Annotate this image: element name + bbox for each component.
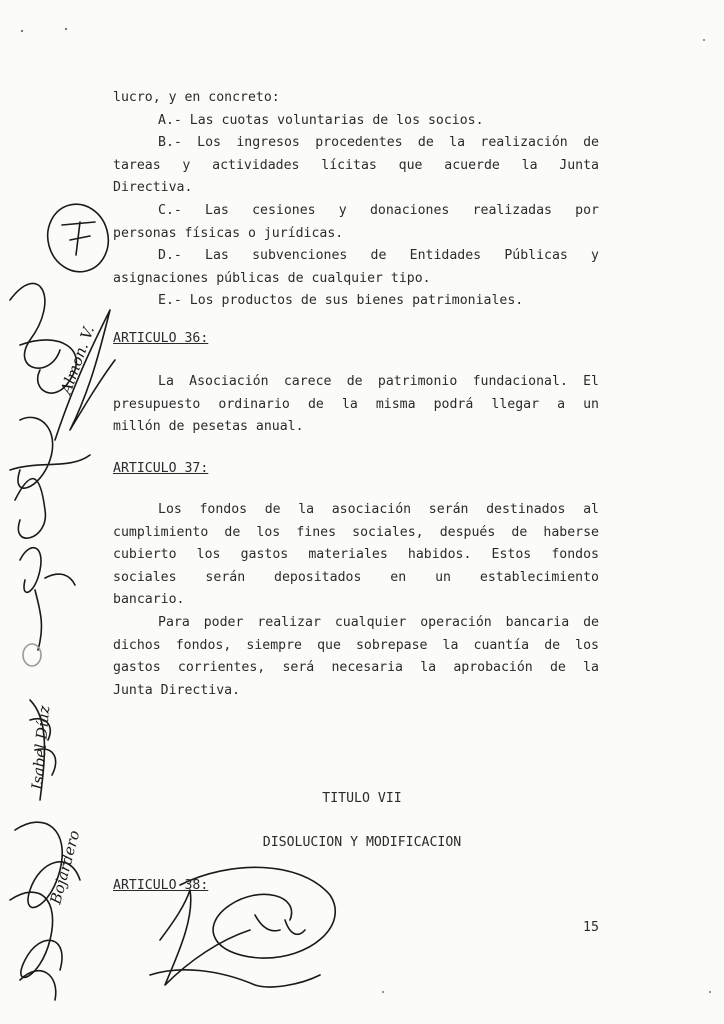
text-line: Para poder realizar cualquier operación bancaria de [158, 614, 599, 630]
article-36-body [113, 371, 599, 439]
signature-name: Isabel Díaz [28, 704, 54, 791]
signature-stroke [20, 548, 75, 593]
section-subtitle: DISOLUCION Y MODIFICACION [262, 835, 462, 850]
article-37-body [113, 499, 599, 702]
page-number: 15 [583, 920, 599, 935]
text-line: cubierto los gastos materiales habidos. Estos fondos [113, 547, 599, 563]
scan-speck [21, 30, 23, 32]
scan-speck [709, 991, 711, 993]
scan-speck [382, 991, 384, 993]
text-line: C.- Las cesiones y donaciones realizadas por [158, 202, 599, 218]
scan-speck [65, 28, 67, 30]
signature-stroke [10, 417, 90, 488]
text-line: D.- Las subvenciones de Entidades Públicas y [158, 248, 599, 264]
signature-stroke [30, 700, 56, 800]
scan-speck [703, 39, 705, 41]
text-line: asignaciones públicas de cualquier tipo. [113, 270, 431, 286]
signature-name: Bojardero [46, 828, 84, 907]
signature-stroke [35, 590, 41, 650]
text-line: dichos fondos, siempre que sobrepase la cuantía de los [113, 637, 599, 653]
signature-circle [23, 644, 41, 666]
text-line: millón de pesetas anual. [113, 419, 304, 435]
text-line: Los fondos de la asociación serán destinados al [158, 502, 599, 517]
signature-stroke [20, 340, 76, 393]
signature-stroke [10, 283, 60, 368]
article-37-heading: ARTICULO 37: [113, 461, 209, 476]
text-line: bancario. [113, 592, 185, 608]
intro-list [113, 87, 599, 313]
signature-stroke [255, 915, 305, 934]
text-line: Junta Directiva. [113, 682, 241, 698]
signature-stroke [55, 310, 115, 440]
signature-stroke [10, 892, 62, 977]
text-line: La Asociación carece de patrimonio fundacional. El [158, 374, 599, 389]
text-line: A.- Las cuotas voluntarias de los socios. [158, 112, 484, 128]
text-line: sociales serán depositados en un establecimiento [113, 569, 599, 585]
article-38-heading: ARTICULO 38: [113, 878, 209, 893]
text-line: presupuesto ordinario de la misma podrá llegar a un [113, 396, 599, 412]
text-line: tareas y actividades lícitas que acuerde la Junta [113, 157, 599, 173]
text-line: E.- Los productos de sus bienes patrimoniales. [158, 293, 524, 309]
text-line: lucro, y en concreto: [113, 90, 280, 105]
text-line: B.- Los ingresos procedentes de la realización de [158, 135, 599, 151]
signature-circle [40, 197, 116, 278]
text-line: personas físicas o jurídicas. [113, 225, 344, 241]
text-line: Directiva. [113, 180, 193, 196]
text-line: cumplimiento de los fines sociales, después de haberse [113, 524, 599, 540]
signature-stroke [20, 971, 56, 1000]
text-line: gastos corrientes, será necesaria la aprobación de la [113, 660, 599, 676]
signature-mark [62, 222, 95, 255]
article-36-heading: ARTICULO 36: [113, 331, 209, 346]
signature-stroke [160, 890, 250, 985]
signature-stroke [15, 479, 45, 538]
signature-stroke [150, 970, 320, 987]
section-title: TITULO VII [322, 791, 402, 806]
signature-name: Almon. V. [56, 323, 99, 397]
